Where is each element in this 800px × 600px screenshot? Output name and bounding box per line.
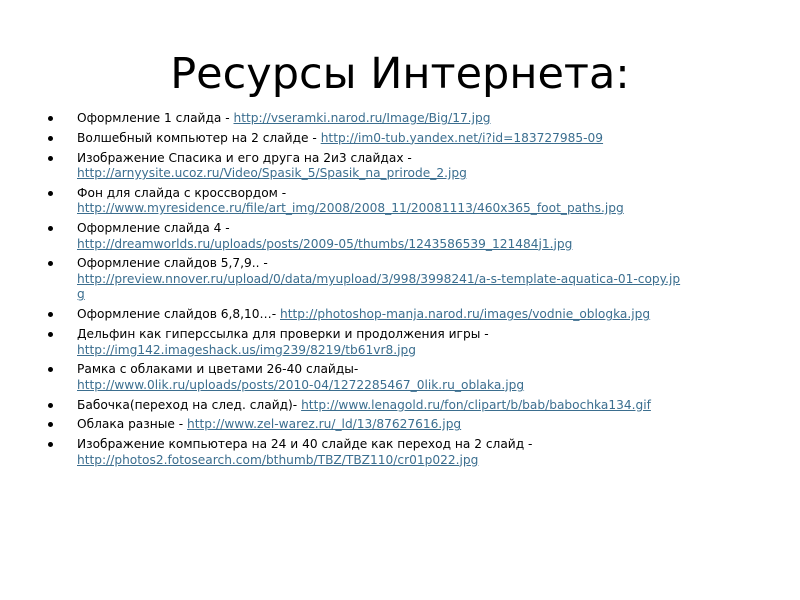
slide-title: Ресурсы Интернета:: [170, 49, 630, 99]
list-item-line: [77, 111, 766, 127]
resource-link[interactable]: http://photoshop-manja.narod.ru/images/vodnie_oblogka.jpg: [280, 307, 651, 322]
list-item-line: [77, 307, 766, 323]
list-item-label: Облака разные -: [77, 417, 187, 432]
resource-link[interactable]: http://vseramki.narod.ru/Image/Big/17.jpg: [233, 111, 491, 125]
list-item: [46, 131, 766, 147]
list-item: [46, 111, 766, 127]
list-item-label: Бабочка(переход на след. слайд)-: [77, 397, 302, 412]
list-item-label: Оформление 1 слайда -: [77, 111, 234, 125]
list-item: [46, 437, 766, 468]
resource-link[interactable]: http://dreamworlds.ru/uploads/posts/2009-05/thumbs/1243586539_121484j1.jpg: [77, 236, 573, 251]
list-item: [46, 256, 766, 303]
resource-link[interactable]: http://www.lenagold.ru/fon/clipart/b/bab/babochka134.gif: [301, 397, 651, 412]
list-item-line: [77, 131, 766, 147]
resource-link[interactable]: http://img142.imageshack.us/img239/8219/tb61vr8.jpg: [77, 342, 417, 357]
bullet-icon: [48, 226, 53, 231]
bullet-icon: [48, 422, 53, 427]
list-item: [46, 186, 766, 217]
list-item: [46, 362, 766, 393]
list-item: [46, 417, 766, 433]
bullet-icon: [48, 156, 53, 161]
list-item: [46, 221, 766, 252]
list-item-line: [77, 166, 766, 182]
list-item-line: [77, 398, 766, 414]
list-item-line: [77, 287, 766, 303]
list-item-label: Оформление слайдов 5,7,9.. -: [77, 256, 268, 271]
list-item: [46, 307, 766, 323]
list-item-line: [77, 272, 766, 288]
list-item-label: Дельфин как гиперссылка для проверки и продолжения игры -: [77, 327, 489, 342]
list-item: [46, 151, 766, 182]
list-item-label: Волшебный компьютер на 2 слайде -: [77, 130, 321, 145]
resource-link[interactable]: http://im0-tub.yandex.net/i?id=183727985-09: [320, 130, 604, 145]
bullet-icon: [48, 261, 53, 266]
list-item-line: [77, 378, 766, 394]
resource-link[interactable]: g: [77, 287, 85, 302]
list-item-line: [77, 186, 766, 202]
list-item-line: [77, 327, 766, 343]
resource-link[interactable]: http://arnyysite.ucoz.ru/Video/Spasik_5/Spasik_na_prirode_2.jpg: [77, 166, 467, 181]
list-item-line: [77, 201, 766, 217]
list-item-label: Оформление слайдов 6,8,10…-: [77, 307, 280, 322]
list-item-line: [77, 237, 766, 253]
list-item: [46, 327, 766, 358]
list-item-line: [77, 151, 766, 167]
resource-link[interactable]: http://preview.nnover.ru/upload/0/data/myupload/3/998/3998241/a-s-template-aquatica-01-copy.jp: [77, 271, 681, 286]
resource-link[interactable]: http://photos2.fotosearch.com/bthumb/TBZ/TBZ110/cr01p022.jpg: [77, 452, 479, 467]
bullet-icon: [48, 191, 53, 196]
resource-link[interactable]: http://www.0lik.ru/uploads/posts/2010-04/1272285467_0lik.ru_oblaka.jpg: [77, 377, 525, 392]
resource-link[interactable]: http://www.zel-warez.ru/_ld/13/87627616.jpg: [187, 417, 462, 432]
bullet-icon: [48, 312, 53, 317]
list-item-label: Оформление слайда 4 -: [77, 221, 230, 236]
bullet-icon: [48, 403, 53, 408]
list-item-label: Фон для слайда с кроссвордом -: [77, 185, 287, 200]
bullet-icon: [48, 116, 53, 121]
list-item-line: [77, 437, 766, 453]
bullet-icon: [48, 442, 53, 447]
resource-link[interactable]: http://www.myresidence.ru/file/art_img/2008/2008_11/20081113/460x365_foot_paths.jpg: [77, 201, 624, 216]
list-item-label: Изображение Спасика и его друга на 2и3 слайдах -: [77, 150, 412, 165]
list-item-label: Изображение компьютера на 24 и 40 слайде как переход на 2 слайд -: [77, 437, 533, 452]
list-item-line: [77, 417, 766, 433]
list-item-line: [77, 256, 766, 272]
bullet-icon: [48, 136, 53, 141]
bullet-icon: [48, 367, 53, 372]
list-item-line: [77, 343, 766, 359]
bullet-icon: [48, 332, 53, 337]
list-item-line: [77, 221, 766, 237]
list-item: [46, 398, 766, 414]
list-item-label: Рамка с облаками и цветами 26-40 слайды-: [77, 362, 359, 377]
list-item-line: [77, 453, 766, 469]
resource-list: [46, 111, 766, 473]
list-item-line: [77, 362, 766, 378]
